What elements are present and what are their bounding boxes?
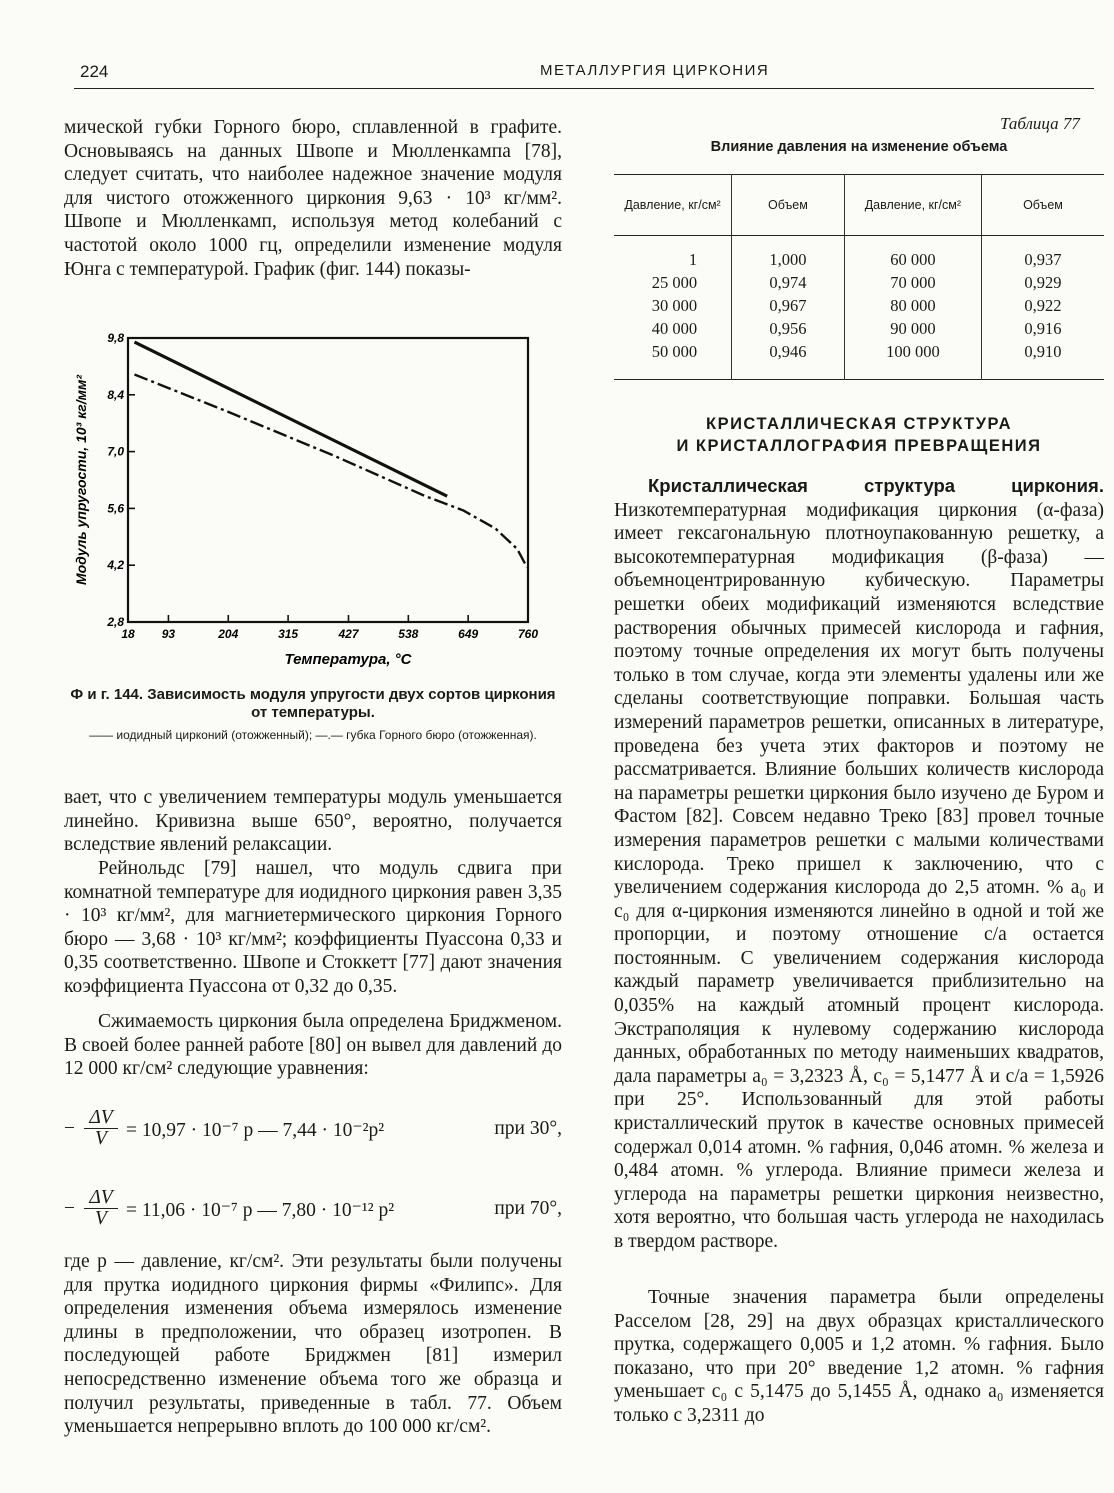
table-cell: 0,967 (732, 294, 845, 317)
left-paragraph-5: где p — давление, кг/см². Эти результаты были получены для прутка иодидного циркония фирмы «Филипс». Для определения изменения объема измерялось изменение длины в предположении, что образец изотропен. В последующей работе Бриджмен [81] измерил непосредственно изменение объема того же образца и получил результаты, приведенные в табл. 77. Объем уменьшается непрерывно вплоть до 100 000 кг/см². (64, 1251, 562, 1438)
series-line-iodide (134, 342, 447, 496)
table-cell: 40 000 (651, 318, 698, 338)
x-tick-label: 760 (517, 627, 539, 641)
equation-2-body: = 11,06 · 10⁻⁷ p — 7,80 · 10⁻¹² p² (126, 1200, 395, 1221)
table-row (614, 340, 1104, 380)
run-in-heading: Кристаллическая структура циркония. (648, 475, 1104, 496)
volume-table (614, 174, 1104, 380)
equation-2-condition: при 70°, (494, 1198, 562, 1219)
x-tick-label: 204 (218, 627, 239, 641)
table-cell: 0,974 (732, 271, 845, 294)
table-cell: 0,946 (732, 340, 845, 380)
x-tick-label: 649 (458, 627, 479, 641)
table-cell: 70 000 (844, 271, 981, 294)
x-tick-label: 93 (161, 627, 176, 641)
running-header (74, 62, 1094, 89)
x-tick-label: 538 (398, 627, 419, 641)
figure-caption: Ф и г. 144. Зависимость модуля упругости двух сортов циркония от температуры. (70, 686, 556, 721)
left-paragraph-1: мической губки Горного бюро, сплавленной в графите. Основываясь на данных Швопе и Мюлленкампа [78], следует считать, что наиболее надежное значение модуля для чистого отожженного циркония 9,63 · 10³ кг/мм². Швопе и Мюлленкамп, используя метод колебаний с частотой около 1000 гц, определили изменение модуля Юнга с температурой. График (фиг. 144) показы- (64, 117, 562, 280)
page-number: 224 (80, 62, 109, 81)
y-tick-label: 7,0 (107, 444, 124, 459)
series-line-sponge (134, 375, 526, 568)
equation-2-minus: − (64, 1198, 75, 1219)
left-paragraph-4: Сжимаемость циркония была определена Бриджменом. В своей более ранней работе [80] он вывел для давлений до 12 000 кг/см² следующие уравнения: (64, 1011, 562, 1080)
table-cell: 25 000 (651, 272, 698, 292)
y-tick-label: 9,8 (107, 331, 124, 345)
table-cell: 60 000 (844, 236, 981, 272)
left-paragraph-3: Рейнольдс [79] нашел, что модуль сдвига при комнатной температуре для иодидного циркония равен 3,35 · 10³ кг/мм², для магниетермического циркония Горного бюро — 3,68 · 10³ кг/мм²; коэффициенты Пуассона 0,33 и 0,35 соответственно. Швопе и Стоккетт [77] дают значения коэффициента Пуассона от 0,32 до 0,35. (64, 858, 562, 997)
table-header-pressure-2: Давление, кг/см² (844, 175, 981, 236)
table-header-row (614, 175, 1104, 236)
section-heading-line-1: КРИСТАЛЛИЧЕСКАЯ СТРУКТУРА (706, 415, 1012, 433)
table-cell: 0,929 (981, 271, 1104, 294)
figure-144-chart (64, 322, 562, 682)
right-paragraph-1-text: Низкотемпературная модификация циркония (α-фаза) имеет гексагональную плотноупакованную решетку, а высокотемпературная модификация (β-фаза) — объемноцентрированную кубическую. Параметры решетки обеих модификаций изменяются вследствие растворения обычных примесей кислорода и гафния, поэтому точные определения их могут быть получены только в том случае, когда эти элементы удалены или же сделаны соответствующие поправки. Большая часть измерений параметров решетки, описанных в литературе, проведена без учета этих факторов и поэтому не рассматривается. Влияние больших количеств кислорода на параметры решетки циркония было изучено де Буром и Фастом [82]. Совсем недавно Треко [83] провел точные измерения параметров решетки с малыми количествами кислорода. Треко пришел к заключению, что с увеличением содержания кислорода до 2,5 атомн. % a₀ и c₀ для α-циркония изменяются линейно в одной и той же пропорции, и поэтому отношение c/a остается постоянным. С увеличением содержания кислорода каждый параметр увеличивается приблизительно на 0,035% на каждый атомный процент кислорода. Экстраполяция к нулевому содержанию кислорода данных, обработанных по методу наименьших квадратов, дала параметры a₀ = 3,2323 Å, c₀ = 5,1477 Å и c/a = 1,5926 при 25°. Использованный для этой работы кристаллический пруток в качестве основных примесей содержал 0,014 атомн. % гафния, 0,046 атомн. % железа и 0,484 атомн. % углерода. Влияние примеси железа и углерода на параметры решетки циркония неизвестно, хотя вероятно, что большая часть углерода не находилась в твердом растворе. (614, 499, 1104, 1252)
equation-1-denominator: V (95, 1128, 107, 1149)
chart-svg (64, 322, 562, 682)
table-label: Таблица 77 (1000, 114, 1080, 133)
section-heading-line-2: И КРИСТАЛЛОГРАФИЯ ПРЕВРАЩЕНИЯ (676, 437, 1042, 455)
table-cell: 80 000 (844, 294, 981, 317)
table-cell: 90 000 (844, 317, 981, 340)
right-paragraph-2: Точные значения параметра были определены Расселом [28, 29] на двух образцах кристаллического прутка, содержащего 0,005 и 1,2 атомн. % гафния. Было показано, что при 20° введение 1,2 атомн. % гафния уменьшает c₀ с 5,1475 до 5,1455 Å, однако a₀ изменяется только с 3,2311 до (614, 1287, 1104, 1426)
equation-1-condition: при 30°, (494, 1118, 562, 1139)
y-axis-label: Модуль упругости, 10³ кг/мм² (73, 374, 89, 586)
y-tick-label: 5,6 (107, 501, 124, 516)
table-row (614, 271, 1104, 294)
table-cell: 50 000 (651, 341, 698, 361)
section-heading (614, 413, 1104, 457)
equation-1-minus: − (64, 1118, 75, 1139)
table-cell: 0,916 (981, 317, 1104, 340)
table-header-volume-2: Объем (981, 175, 1104, 236)
equation-1-numerator: ΔV (84, 1108, 118, 1129)
table-row (614, 317, 1104, 340)
equation-1-fraction (84, 1108, 118, 1149)
x-tick-label: 18 (121, 627, 135, 641)
table-cell: 0,937 (981, 236, 1104, 272)
y-tick-label: 8,4 (107, 387, 124, 402)
equation-1 (64, 1108, 562, 1152)
x-axis-label: Температура, °С (284, 651, 412, 668)
table-header-pressure-1: Давление, кг/см² (614, 175, 732, 236)
table-row (614, 236, 1104, 272)
running-title: МЕТАЛЛУРГИЯ ЦИРКОНИЯ (540, 62, 770, 79)
plot-frame (128, 338, 528, 622)
equation-2-numerator: ΔV (84, 1188, 118, 1209)
equation-2 (64, 1188, 562, 1232)
table-cell: 1 (688, 249, 698, 269)
left-paragraph-2: вает, что с увеличением температуры модуль уменьшается линейно. Кривизна выше 650°, вероятно, получается вследствие явлений релаксации. (64, 787, 562, 856)
table-title: Влияние давления на изменение объема (710, 139, 1008, 155)
table-cell: 1,000 (732, 236, 845, 272)
y-tick-label: 2,8 (107, 615, 124, 629)
table-cell: 0,910 (981, 340, 1104, 380)
x-tick-label: 315 (278, 627, 299, 641)
equation-2-denominator: V (95, 1208, 107, 1229)
table-header-volume-1: Объем (732, 175, 845, 236)
table-cell: 0,956 (732, 317, 845, 340)
table-cell: 0,922 (981, 294, 1104, 317)
table-cell: 100 000 (844, 340, 981, 380)
equation-1-body: = 10,97 · 10⁻⁷ p — 7,44 · 10⁻²p² (126, 1120, 385, 1141)
y-tick-label: 4,2 (107, 558, 124, 573)
figure-legend: —— иодидный цирконий (отожженный); —.— губка Горного бюро (отожженная). (89, 728, 537, 742)
table-cell: 30 000 (651, 295, 698, 315)
table-row (614, 294, 1104, 317)
x-tick-label: 427 (338, 627, 359, 641)
right-paragraph-1 (614, 474, 1104, 1254)
equation-2-fraction (84, 1188, 118, 1229)
